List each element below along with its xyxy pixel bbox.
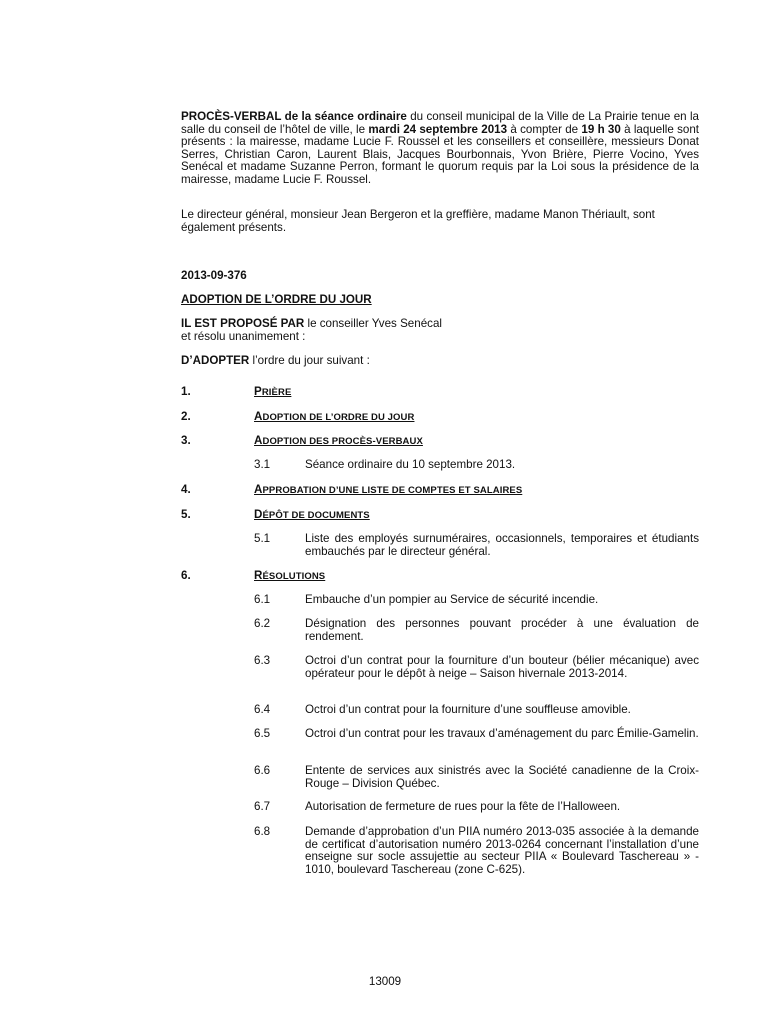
subitem-number: 6.3: [254, 654, 271, 667]
meeting-time: 19 h 30: [581, 122, 621, 136]
subitem-number: 6.5: [254, 727, 271, 740]
agenda-title: APPROBATION D’UNE LISTE DE COMPTES ET SALAIRES: [254, 483, 523, 496]
agenda-number: 5.: [181, 508, 191, 521]
agenda-title: RÉSOLUTIONS: [254, 569, 326, 582]
document-title: PROCÈS-VERBAL de la séance ordinaire: [181, 110, 407, 123]
adopt-statement: [181, 355, 370, 368]
subitem-text: Demande d’approbation d’un PIIA numéro 2013-035 associée à la demande de certificat d’autorisation numéro 2013-0264 concernant l’installation d’une enseigne sur socle assujettie au secteur PIIA « Boulevard Taschereau » - 1010, boulevard Taschereau (zone C-625).: [305, 825, 699, 876]
intro-text-1: du conseil municipal de la Ville de La Prairie tenue en la salle du conseil de l’hôtel de ville, le: [181, 110, 699, 136]
intro-text-3: à laquelle sont présents : la mairesse, madame Lucie F. Roussel et les conseillers et conseillère, messieurs Donat Serres, Christian Caron, Laurent Blais, Jacques Bourbonnais, Yvon Brière, Pierre Vocino, Yves Senécal et madame Suzanne Perron, formant le quorum requis par la Loi sous la présidence de la mairesse, madame Lucie F. Roussel.: [181, 122, 699, 186]
attendance-paragraph: Le directeur général, monsieur Jean Bergeron et la greffière, madame Manon Thériault, sont également présents.: [181, 208, 655, 234]
agenda-number: 3.: [181, 434, 191, 447]
agenda-number: 4.: [181, 483, 191, 496]
subitem-text: Octroi d’un contrat pour la fourniture d’une souffleuse amovible.: [305, 703, 631, 716]
subitem-number: 3.1: [254, 458, 271, 471]
agenda-title: PRIÈRE: [254, 385, 292, 398]
page-number: 13009: [368, 975, 402, 988]
agenda-number: 2.: [181, 410, 191, 423]
intro-paragraph: [181, 111, 699, 187]
intro-text-2: à compter de: [507, 122, 582, 136]
meeting-date: mardi 24 septembre 2013: [368, 122, 508, 136]
agenda-number: 1.: [181, 385, 191, 398]
resolution-heading: ADOPTION DE L’ORDRE DU JOUR: [181, 293, 372, 306]
subitem-text: Entente de services aux sinistrés avec la Société canadienne de la Croix-Rouge – Division Québec.: [305, 764, 699, 790]
subitem-number: 6.7: [254, 800, 271, 813]
subitem-number: 5.1: [254, 532, 271, 545]
adopt-text: l’ordre du jour suivant :: [249, 354, 370, 367]
subitem-text: Autorisation de fermeture de rues pour la fête de l’Halloween.: [305, 800, 621, 813]
subitem-number: 6.2: [254, 617, 271, 630]
proposed-by-label: IL EST PROPOSÉ PAR: [181, 317, 305, 330]
agenda-title: DÉPÔT DE DOCUMENTS: [254, 508, 370, 521]
subitem-text: Octroi d’un contrat pour les travaux d’aménagement du parc Émilie-Gamelin.: [305, 727, 699, 740]
subitem-number: 6.8: [254, 825, 271, 838]
subitem-text: Séance ordinaire du 10 septembre 2013.: [305, 458, 516, 471]
subitem-text: Octroi d’un contrat pour la fourniture d’un bouteur (bélier mécanique) avec opérateur pour le dépôt à neige – Saison hivernale 2013-2014.: [305, 654, 699, 680]
agenda-title: ADOPTION DES PROCÈS-VERBAUX: [254, 434, 423, 447]
subitem-text: Embauche d’un pompier au Service de sécurité incendie.: [305, 593, 599, 606]
agenda-number: 6.: [181, 569, 191, 582]
proposed-by: [181, 318, 442, 331]
subitem-number: 6.6: [254, 764, 271, 777]
adopt-label: D’ADOPTER: [181, 354, 250, 367]
subitem-text: Désignation des personnes pouvant procéder à une évaluation de rendement.: [305, 617, 699, 643]
agenda-title: ADOPTION DE L’ORDRE DU JOUR: [254, 410, 415, 423]
resolution-number: 2013-09-376: [181, 269, 247, 282]
subitem-number: 6.1: [254, 593, 271, 606]
subitem-number: 6.4: [254, 703, 271, 716]
subitem-text: Liste des employés surnuméraires, occasionnels, temporaires et étudiants embauchés par le directeur général.: [305, 532, 699, 558]
resolved-unanimously: et résolu unanimement :: [181, 330, 306, 343]
proposed-by-name: le conseiller Yves Senécal: [304, 317, 442, 330]
